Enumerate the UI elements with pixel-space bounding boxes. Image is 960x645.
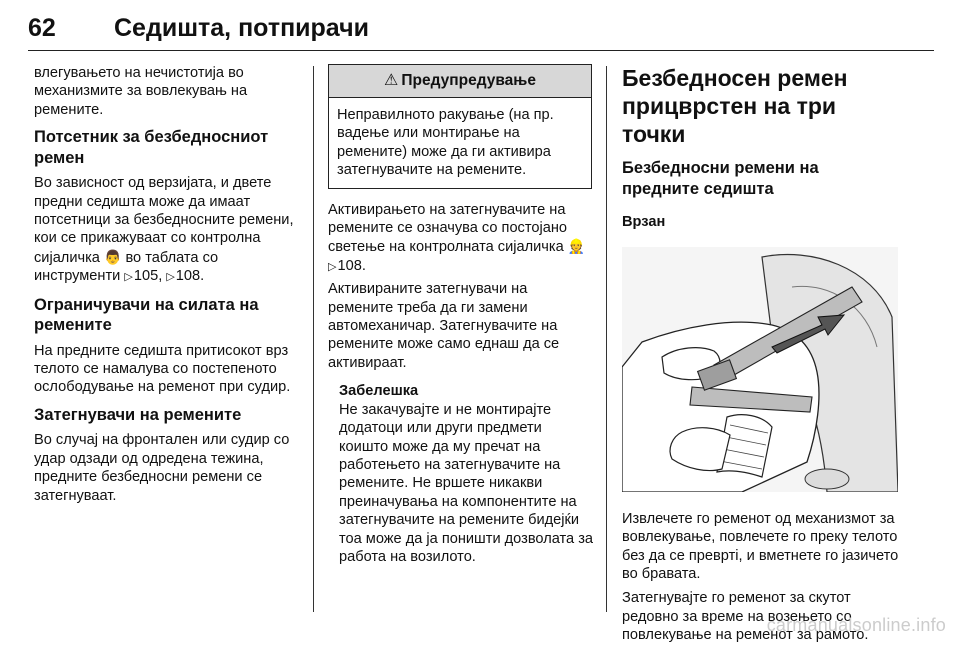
paragraph-pretensioners: Во случај на фронтален или судир со удар одзади од одредена тежина, предните безбедносни ремени се затегнуваат. [34, 432, 290, 504]
paragraph-replace: Активираните затегнувачи на ремените треба да ги замени автомеханичар. Затегнувачите на ремените може само еднаш да се активираат. [328, 281, 560, 371]
heading-front-seat-belts: Безбедносни ремени на предните седишта [622, 159, 819, 198]
watermark: carmanualsonline.info [766, 615, 946, 635]
heading-force-limiters: Ограничувачи на силата на ремените [34, 295, 259, 335]
xref-link-108[interactable]: 108 [175, 268, 201, 285]
heading-three-point-belt: Безбедносен ремен прицврстен на три точки [622, 65, 848, 147]
paragraph-belt-reminder: Во зависност од верзијата, и двете предни седишта може да имаат потсетници за безбедносните ремени, кои се прикажуваат со контролна сијаличка 👨 во таблата со инструменти ▷105, ▷108. [34, 174, 302, 286]
heading-pretensioners: Затегнувачи на ремените [34, 405, 242, 424]
warning-body: Неправилното ракување (на пр. вадење или монтирање на ремените) може да ги активира затегнувачите на ремените. [337, 107, 554, 179]
heading-belt-reminder: Потсетник за безбедносниот ремен [34, 128, 269, 167]
intro-text: влегувањето на нечистотија во механизмите за вовлекувањ на ремените. [34, 65, 248, 118]
header-rule [28, 50, 934, 51]
warning-title: Предупредување [401, 72, 536, 89]
paragraph-activation: Активирањето на затегнувачите на ремените се означува со постојано светење на контролната сијаличка 👷 ▷108. [328, 201, 594, 277]
triangle-right-icon: ▷ [166, 271, 175, 284]
note-title: Забелешка [339, 383, 419, 400]
warning-box [328, 64, 592, 189]
column-3 [622, 64, 900, 645]
triangle-right-icon: ▷ [124, 271, 133, 284]
page-header [28, 10, 934, 52]
warning-header [329, 65, 591, 98]
xref-link-105[interactable]: 105 [133, 268, 159, 285]
heading-fastening: Врзан [622, 214, 666, 230]
page-number: 62 [28, 14, 56, 42]
paragraph-force-limiters: На предните седишта притисокот врз телото се намалува со постепеното ослободување на ременот при судир. [34, 342, 291, 396]
paragraph-pull-belt: Извлечете го ременот од механизмот за вовлекување, повлечете го преку телото без да се превртi, и вметнете го јазичето во бравата. [622, 510, 899, 583]
column-1 [34, 64, 302, 505]
warning-triangle-icon: ⚠ [384, 72, 399, 89]
xref-link-108[interactable]: 108 [337, 257, 362, 274]
column-divider-2 [606, 66, 607, 612]
seatbelt-warning-icon: 👨 [103, 248, 122, 265]
page-title: Седишта, потпирачи [114, 14, 369, 42]
paragraph-tension-belt: Затегнувајте го ременот за скутот редовно за време на возењето со повлекување на ременот за рамото. [622, 590, 869, 644]
seatbelt-illustration [622, 247, 898, 492]
triangle-right-icon: ▷ [328, 260, 337, 273]
column-2 [328, 64, 594, 566]
note-text: Не закачувајте и не монтирајте додатоци или други предмети коишто може да му пречат на работењето на затегнувачите на ремените. Не вршете никакви преиначувања на компонентите на затегнувачите на ремените бидејќи тоа може да ја поништи дозволата за работа на возилото. [339, 401, 594, 565]
column-divider-1 [313, 66, 314, 612]
airbag-warning-icon: 👷 [567, 238, 586, 255]
note-block [328, 382, 594, 566]
